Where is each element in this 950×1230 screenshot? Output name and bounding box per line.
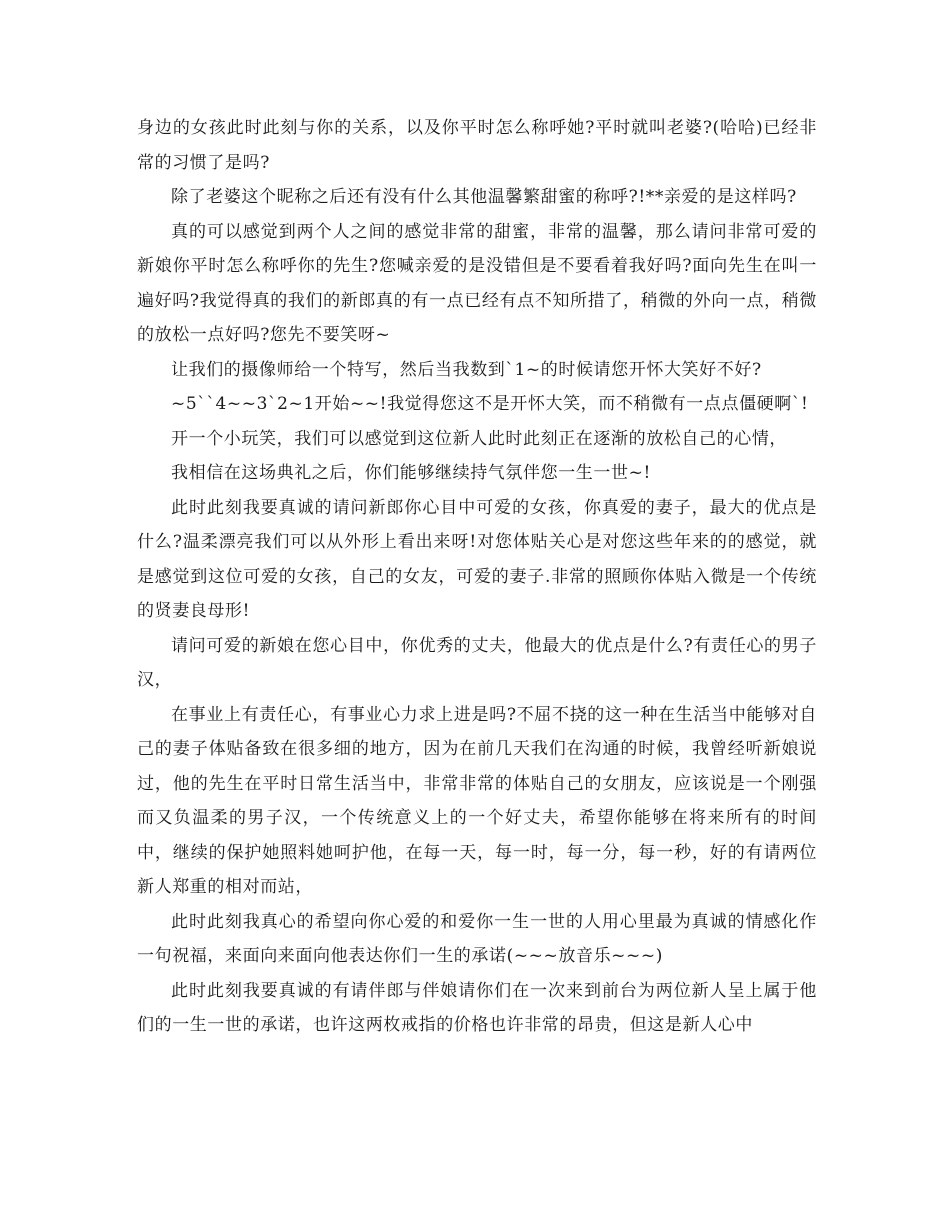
paragraph-7: 我相信在这场典礼之后，你们能够继续持气氛伴您一生一世~! bbox=[171, 463, 651, 483]
paragraph-8: 此时此刻我要真诚的请问新郎你心目中可爱的女孩，你真爱的妻子，最大的优点是什么?温柔漂亮我们可以从外形上看出来呀!对您体贴关心是对您这些年来的的感觉，就是感觉到这位可爱的女孩，自己的女友，可爱的妻子.非常的照顾你体贴入微是一个传统的贤妻良母形! bbox=[137, 497, 817, 621]
paragraph-10: 在事业上有责任心，有事业心力求上进是吗?不屈不挠的这一种在生活当中能够对自己的妻子体贴备致在很多细的地方，因为在前几天我们在沟通的时候，我曾经听新娘说过，他的先生在平时日常生活当中，非常非常的体贴自己的女朋友，应该说是一个刚强而又负温柔的男子汉，一个传统意义上的一个好丈夫，希望你能够在将来所有的时间中，继续的保护她照料她呵护他，在每一天，每一时，每一分，每一秒，好的有请两位新人郑重的相对而站， bbox=[137, 704, 817, 897]
paragraph-6: 开一个小玩笑，我们可以感觉到这位新人此时此刻正在逐渐的放松自己的心情， bbox=[171, 428, 787, 449]
paragraph-12: 此时此刻我要真诚的有请伴郎与伴娘请你们在一次来到前台为两位新人呈上属于他们的一生一世的承诺，也许这两枚戒指的价格也许非常的昂贵，但这是新人心中 bbox=[137, 980, 817, 1035]
document-body bbox=[137, 111, 817, 1043]
paragraph-9: 请问可爱的新娘在您心目中，你优秀的丈夫，他最大的优点是什么?有责任心的男子汉， bbox=[137, 635, 817, 690]
paragraph-11: 此时此刻我真心的希望向你心爱的和爱你一生一世的人用心里最为真诚的情感化作一句祝福，来面向来面向他表达你们一生的承诺(~~~放音乐~~~) bbox=[137, 911, 817, 966]
paragraph-5: ~5``4~~3`2~1开始~~!我觉得您这不是开怀大笑，而不稍微有一点点僵硬啊`! bbox=[171, 394, 809, 414]
paragraph-2: 除了老婆这个昵称之后还有没有什么其他温馨繁甜蜜的称呼?!**亲爱的是这样吗? bbox=[171, 187, 797, 207]
paragraph-4: 让我们的摄像师给一个特写，然后当我数到`1~的时候请您开怀大笑好不好? bbox=[171, 359, 762, 380]
paragraph-3: 真的可以感觉到两个人之间的感觉非常的甜蜜，非常的温馨，那么请问非常可爱的新娘你平时怎么称呼你的先生?您喊亲爱的是没错但是不要看着我好吗?面向先生在叫一遍好吗?我觉得真的我们的新郎真的有一点已经有点不知所措了，稍微的外向一点，稍微的放松一点好吗?您先不要笑呀~ bbox=[137, 221, 817, 345]
paragraph-1: 身边的女孩此时此刻与你的关系，以及你平时怎么称呼她?平时就叫老婆?(哈哈)已经非常的习惯了是吗? bbox=[137, 118, 817, 173]
